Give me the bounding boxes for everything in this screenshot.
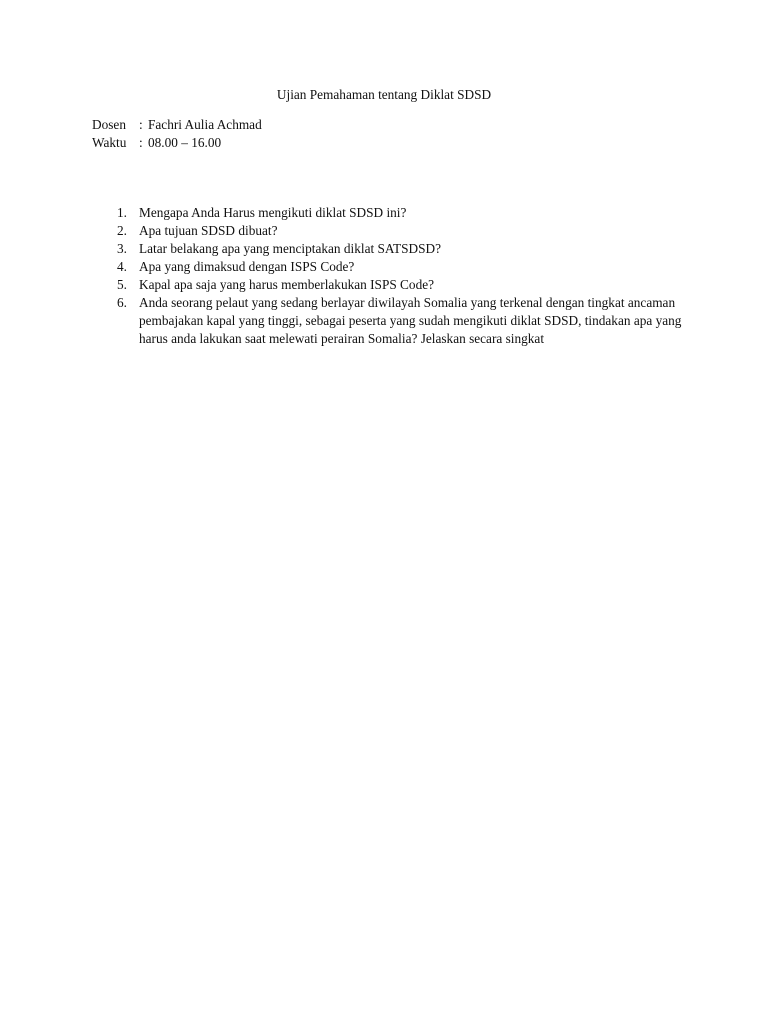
lecturer-row [92, 116, 262, 134]
question-text: Apa yang dimaksud dengan ISPS Code? [139, 259, 355, 274]
question-number: 5. [117, 277, 127, 292]
question-number: 6. [117, 295, 127, 310]
question-item [92, 294, 692, 348]
question-number: 3. [117, 241, 127, 256]
question-text: Mengapa Anda Harus mengikuti diklat SDSD ini? [139, 205, 407, 220]
document-title: Ujian Pemahaman tentang Diklat SDSD [276, 87, 492, 102]
question-text: Latar belakang apa yang menciptakan diklat SATSDSD? [139, 241, 442, 256]
question-text: Kapal apa saja yang harus memberlakukan ISPS Code? [139, 277, 435, 292]
time-label: Waktu [92, 135, 127, 150]
lecturer-label: Dosen [92, 117, 126, 132]
question-text: Anda seorang pelaut yang sedang berlayar diwilayah Somalia yang terkenal dengan tingkat ancaman pembajakan kapal yang tinggi, sebagai peserta yang sudah mengikuti diklat SDSD, tindakan apa yang harus anda lakukan saat melewati perairan Somalia? Jelaskan secara singkat [139, 295, 682, 346]
lecturer-name: Fachri Aulia Achmad [148, 117, 262, 132]
question-item [92, 276, 692, 294]
question-number: 4. [117, 259, 127, 274]
exam-info [92, 116, 262, 152]
question-item [92, 204, 692, 222]
lecturer-separator: : [139, 117, 143, 132]
time-separator: : [139, 135, 143, 150]
question-item [92, 258, 692, 276]
time-row [92, 134, 262, 152]
question-list [92, 204, 692, 348]
question-item [92, 240, 692, 258]
question-number: 2. [117, 223, 127, 238]
question-number: 1. [117, 205, 127, 220]
question-item [92, 222, 692, 240]
question-text: Apa tujuan SDSD dibuat? [139, 223, 278, 238]
time-value: 08.00 – 16.00 [148, 135, 222, 150]
